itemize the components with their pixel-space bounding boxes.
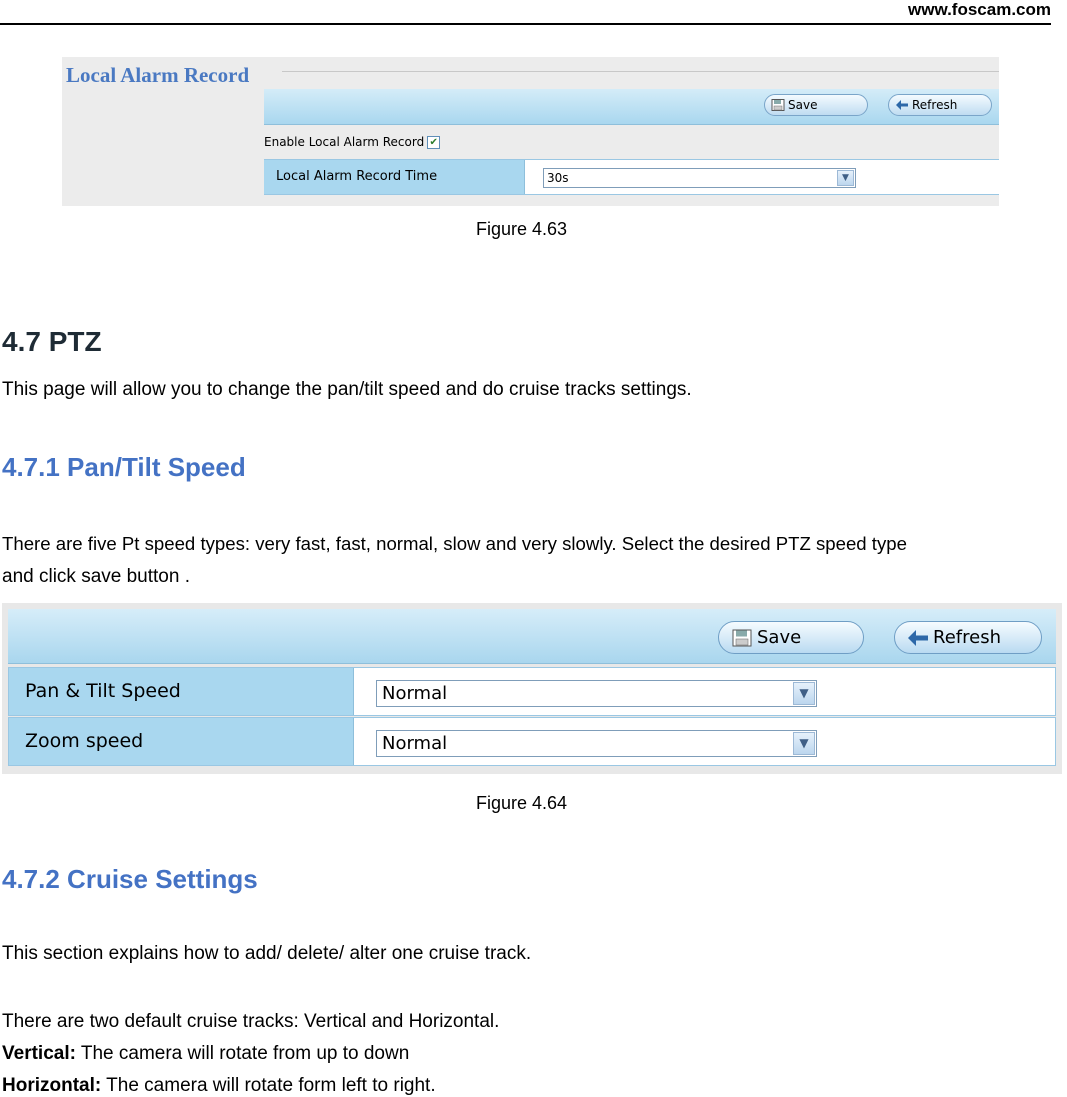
header-rule [0,23,1051,25]
pan-tilt-speed-value: Normal [382,683,448,704]
header-site-url: www.foscam.com [908,0,1051,19]
panel-title: Local Alarm Record [66,63,250,87]
record-time-value: 30s [547,171,569,185]
zoom-speed-value: Normal [382,733,448,754]
save-button[interactable] [764,94,868,116]
zoom-speed-label: Zoom speed [9,718,354,765]
save-button[interactable] [718,621,864,654]
figure-caption-464: Figure 4.64 [476,793,568,813]
record-time-select[interactable] [543,168,856,188]
vertical-definition [2,1043,409,1065]
title-divider [282,71,999,72]
horizontal-desc: The camera will rotate form left to right. [101,1075,436,1096]
toolbar [8,609,1056,664]
refresh-button[interactable] [888,94,992,116]
figure-caption-463: Figure 4.63 [476,219,568,239]
horizontal-definition [2,1075,436,1097]
section-heading-pan-tilt: 4.7.1 Pan/Tilt Speed [2,452,246,482]
zoom-speed-row [8,717,1056,766]
section-intro: This page will allow you to change the pan/tilt speed and do cruise tracks settings. [2,379,692,400]
figure-local-alarm-record [62,57,999,206]
horizontal-term: Horizontal: [2,1075,102,1096]
floppy-disk-icon [771,99,785,111]
chevron-down-icon: ▼ [837,170,854,186]
refresh-arrow-icon [907,629,929,647]
refresh-arrow-icon [895,99,909,111]
vertical-desc: The camera will rotate from up to down [75,1043,410,1064]
enable-checkbox[interactable]: ✔ [427,136,440,149]
section-heading-ptz: 4.7 PTZ [2,326,102,357]
record-time-row [264,159,999,195]
cruise-text-1: This section explains how to add/ delete/ alter one cruise track. [2,943,532,964]
pan-tilt-text-line1: There are five Pt speed types: very fast, fast, normal, slow and very slowly. Select the desired PTZ speed type [2,533,907,554]
refresh-button[interactable] [894,621,1042,654]
refresh-label: Refresh [933,627,1001,648]
record-time-label: Local Alarm Record Time [264,160,525,194]
refresh-label: Refresh [912,98,958,112]
zoom-speed-select[interactable] [376,730,817,757]
floppy-disk-icon [731,629,753,647]
pan-tilt-speed-row [8,667,1056,716]
section-heading-cruise: 4.7.2 Cruise Settings [2,864,258,894]
enable-row [264,135,440,149]
pan-tilt-speed-label: Pan & Tilt Speed [9,668,354,715]
chevron-down-icon: ▼ [793,682,815,705]
save-label: Save [788,98,818,112]
save-label: Save [757,627,802,648]
toolbar [264,89,999,125]
enable-label: Enable Local Alarm Record [264,135,425,149]
chevron-down-icon: ▼ [793,732,815,755]
vertical-term: Vertical: [2,1043,76,1064]
pan-tilt-speed-select[interactable] [376,680,817,707]
cruise-text-2: There are two default cruise tracks: Vertical and Horizontal. [2,1011,500,1032]
pan-tilt-text-line2: and click save button . [2,566,190,587]
figure-ptz-speed [2,603,1062,774]
